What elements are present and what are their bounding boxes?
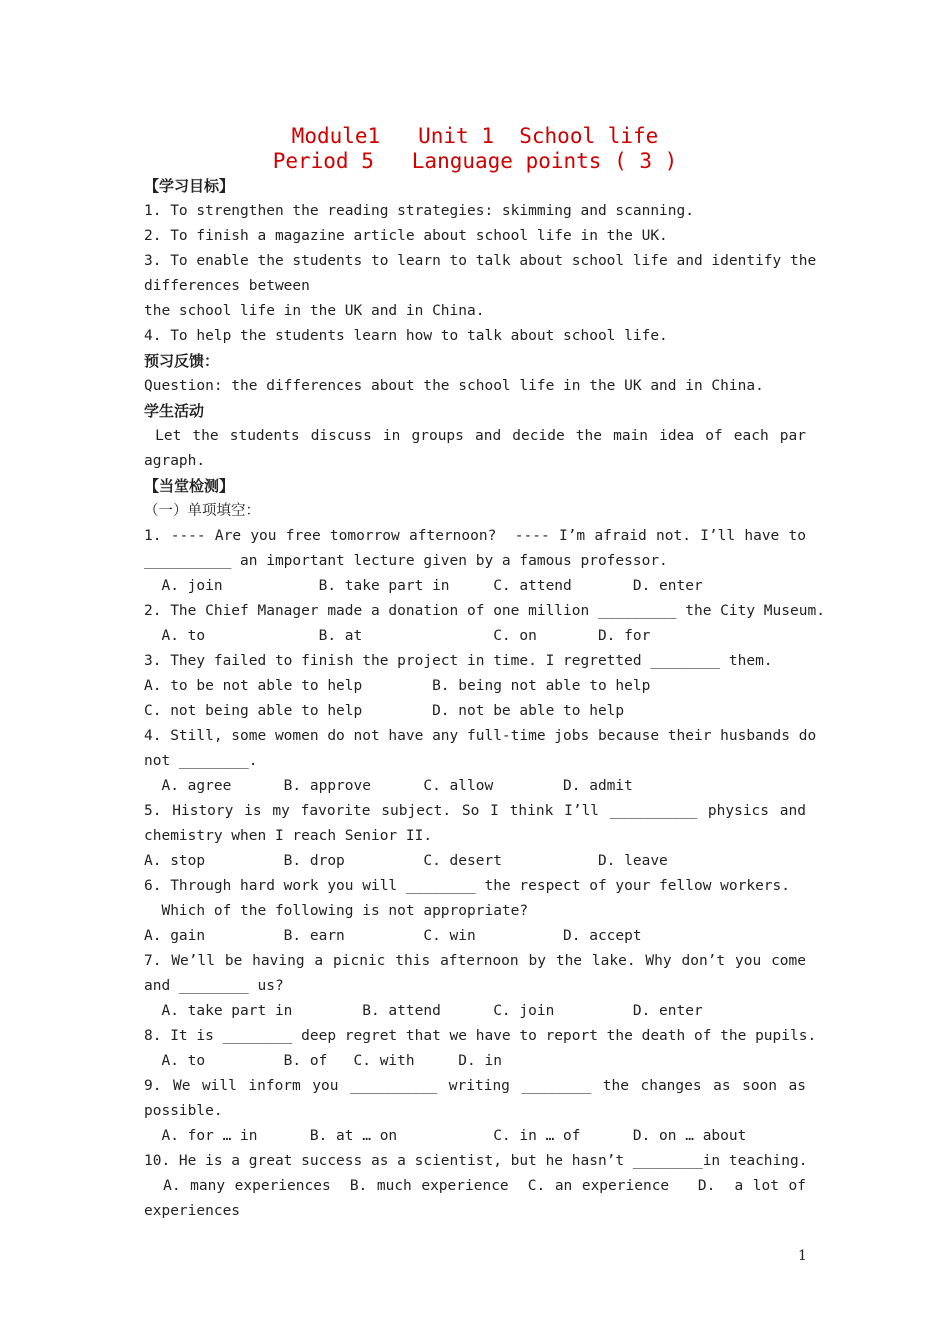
question-3-options-cd: C. not being able to help D. not be able to help <box>144 703 625 719</box>
title-line-1: Module1 Unit 1 School life <box>291 124 659 148</box>
question-10-cont: experiences <box>144 1203 241 1219</box>
section-heading-preview: 预习反馈： <box>144 352 220 370</box>
page-number: 1 <box>798 1248 807 1264</box>
question-9: 9. We will inform you __________ writing ________ the changes as soon as <box>144 1078 806 1094</box>
objective-line: 3. To enable the students to learn to talk about school life and identify the <box>144 253 817 269</box>
objective-line: 2. To finish a magazine article about school life in the UK. <box>144 228 668 244</box>
question-1-options: A. join B. take part in C. attend D. enter <box>144 578 703 594</box>
activity-line: Let the students discuss in groups and decide the main idea of each par <box>144 428 806 444</box>
question-5-options: A. stop B. drop C. desert D. leave <box>144 853 668 869</box>
question-4: 4. Still, some women do not have any full-time jobs because their husbands do <box>144 728 817 744</box>
question-1-cont: __________ an important lecture given by a famous professor. <box>144 553 668 569</box>
objective-line: 4. To help the students learn how to talk about school life. <box>144 328 668 344</box>
objective-line: 1. To strengthen the reading strategies: skimming and scanning. <box>144 203 694 219</box>
question-2-options: A. to B. at C. on D. for <box>144 628 651 644</box>
section-heading-activity: 学生活动 <box>144 402 205 420</box>
question-9-cont: possible. <box>144 1103 223 1119</box>
subsection-heading: （一）单项填空： <box>144 503 260 519</box>
question-8: 8. It is ________ deep regret that we have to report the death of the pupils. <box>144 1028 817 1044</box>
question-7-cont: and ________ us? <box>144 978 284 994</box>
question-9-options: A. for … in B. at … on C. in … of D. on … about <box>144 1128 747 1144</box>
objective-line: the school life in the UK and in China. <box>144 303 485 319</box>
question-line: Question: the differences about the school life in the UK and in China. <box>144 378 764 394</box>
section-heading-objectives: 【学习目标】 <box>144 177 235 195</box>
question-4-options: A. agree B. approve C. allow D. admit <box>144 778 633 794</box>
question-10-options: A. many experiences B. much experience C. an experience D. a lot of <box>144 1178 806 1194</box>
question-7-options: A. take part in B. attend C. join D. enter <box>144 1003 703 1019</box>
question-10: 10. He is a great success as a scientist, but he hasn’t ________in teaching. <box>144 1153 808 1169</box>
question-5: 5. History is my favorite subject. So I think I’ll __________ physics and <box>144 803 806 819</box>
question-3: 3. They failed to finish the project in time. I regretted ________ them. <box>144 653 773 669</box>
question-3-options-ab: A. to be not able to help B. being not able to help <box>144 678 651 694</box>
question-6-cont: Which of the following is not appropriate? <box>144 903 529 919</box>
objective-line: differences between <box>144 278 310 294</box>
question-6: 6. Through hard work you will ________ the respect of your fellow workers. <box>144 878 791 894</box>
activity-line: agraph. <box>144 453 206 469</box>
question-2: 2. The Chief Manager made a donation of one million _________ the City Museum. <box>144 603 825 619</box>
question-4-cont: not ________. <box>144 753 258 769</box>
question-8-options: A. to B. of C. with D. in <box>144 1053 502 1069</box>
title-line-2: Period 5 Language points ( 3 ) <box>272 149 678 173</box>
section-heading-test: 【当堂检测】 <box>144 477 235 495</box>
question-6-options: A. gain B. earn C. win D. accept <box>144 928 642 944</box>
question-5-cont: chemistry when I reach Senior II. <box>144 828 433 844</box>
question-7: 7. We’ll be having a picnic this afternoon by the lake. Why don’t you come <box>144 953 806 969</box>
question-1: 1. ---- Are you free tomorrow afternoon? ---- I’m afraid not. I’ll have to <box>144 528 806 544</box>
